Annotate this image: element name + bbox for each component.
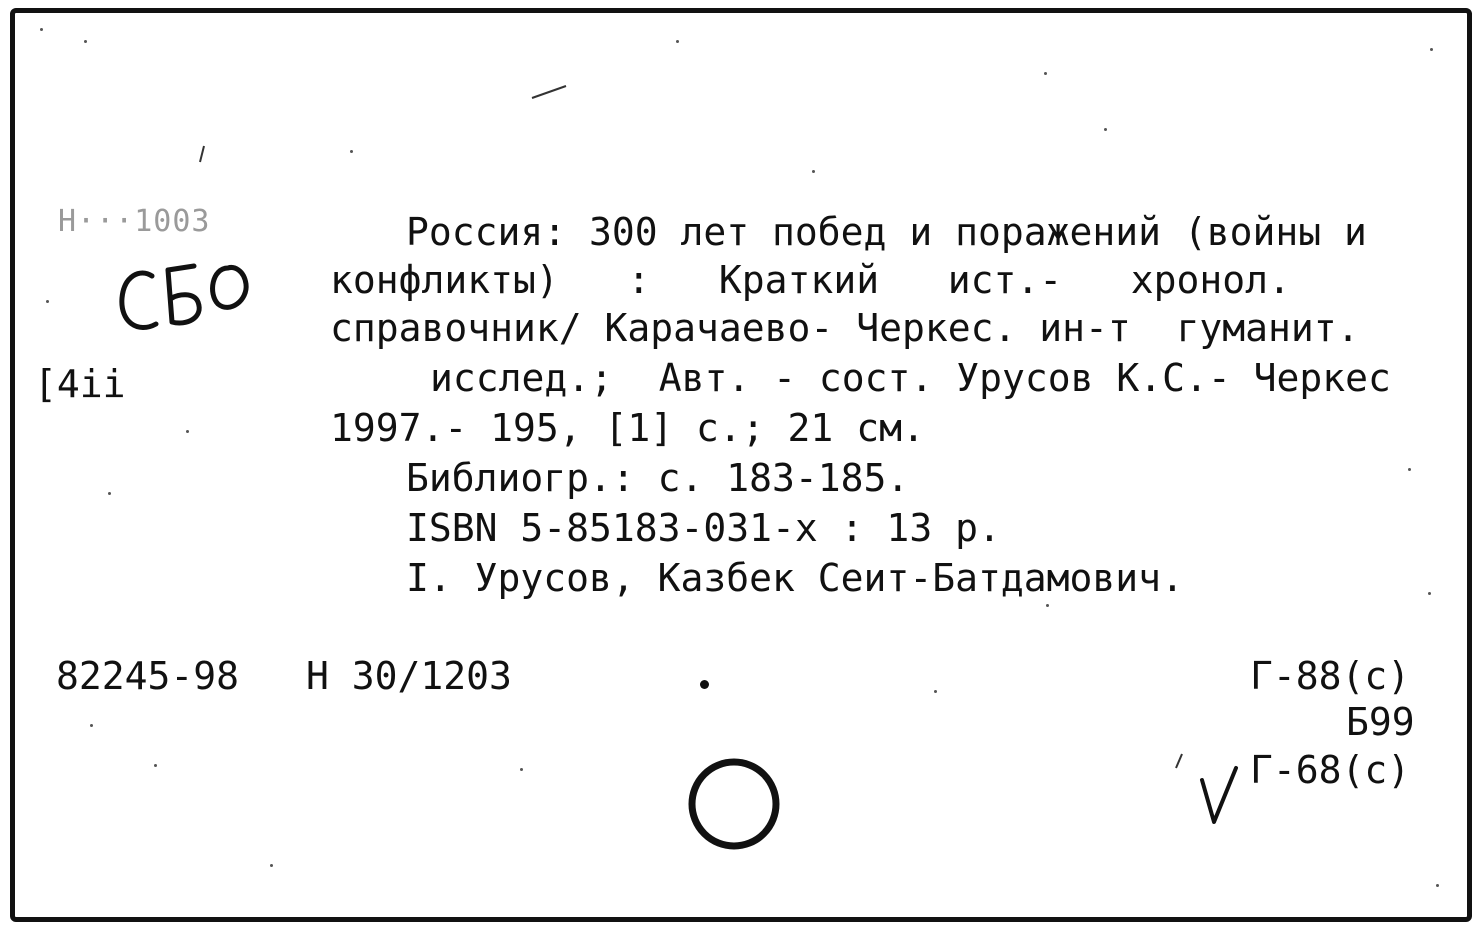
stray-mark bbox=[1172, 752, 1186, 772]
location-code-3: Г-68(с) bbox=[1250, 748, 1411, 792]
scan-speck bbox=[186, 430, 189, 433]
order-number: Н 30/1203 bbox=[306, 654, 512, 698]
scan-speck bbox=[154, 764, 157, 767]
scan-speck bbox=[520, 768, 523, 771]
isbn-line: ISBN 5-85183-031-x : 13 р. bbox=[406, 506, 1001, 550]
classification-code: [4ii bbox=[34, 362, 126, 406]
added-entry-line: I. Урусов, Казбек Сеит-Батдамович. bbox=[406, 556, 1184, 600]
scan-speck bbox=[1428, 592, 1431, 595]
faded-shelfmark: Н···1003 bbox=[58, 204, 211, 239]
check-mark bbox=[1192, 760, 1252, 830]
scan-speck bbox=[812, 170, 815, 173]
scan-speck bbox=[46, 300, 49, 303]
scan-speck bbox=[1436, 884, 1439, 887]
scan-speck bbox=[1430, 48, 1433, 51]
accession-number: 82245-98 bbox=[56, 654, 240, 698]
title-line-2: конфликты) : Краткий ист.- хронол. bbox=[330, 258, 1291, 302]
scan-speck bbox=[108, 492, 111, 495]
scan-speck bbox=[676, 40, 679, 43]
scan-speck bbox=[1408, 468, 1411, 471]
scan-speck bbox=[934, 690, 937, 693]
location-code-2: Б99 bbox=[1346, 700, 1415, 744]
scan-speck bbox=[1044, 72, 1047, 75]
location-code-1: Г-88(с) bbox=[1250, 654, 1411, 698]
scan-speck bbox=[84, 40, 87, 43]
center-dot bbox=[700, 680, 709, 689]
handwritten-mark bbox=[112, 246, 262, 342]
imprint-line: исслед.; Авт. - сост. Урусов К.С.- Черкес bbox=[430, 356, 1391, 400]
scan-speck bbox=[90, 724, 93, 727]
title-line-3: справочник/ Карачаево- Черкес. ин-т гуманит. bbox=[330, 306, 1360, 350]
scan-speck bbox=[1046, 604, 1049, 607]
title-line-1: Россия: 300 лет побед и поражений (войны и bbox=[406, 210, 1367, 254]
scan-speck bbox=[1104, 128, 1107, 131]
collation-line: 1997.- 195, [1] с.; 21 см. bbox=[330, 406, 925, 450]
scan-speck bbox=[40, 28, 43, 31]
punch-hole bbox=[684, 754, 784, 854]
scan-speck bbox=[350, 150, 353, 153]
scan-speck bbox=[270, 864, 273, 867]
stray-mark bbox=[530, 82, 570, 102]
bibliography-note: Библиогр.: с. 183-185. bbox=[406, 456, 910, 500]
stray-mark bbox=[196, 144, 208, 164]
